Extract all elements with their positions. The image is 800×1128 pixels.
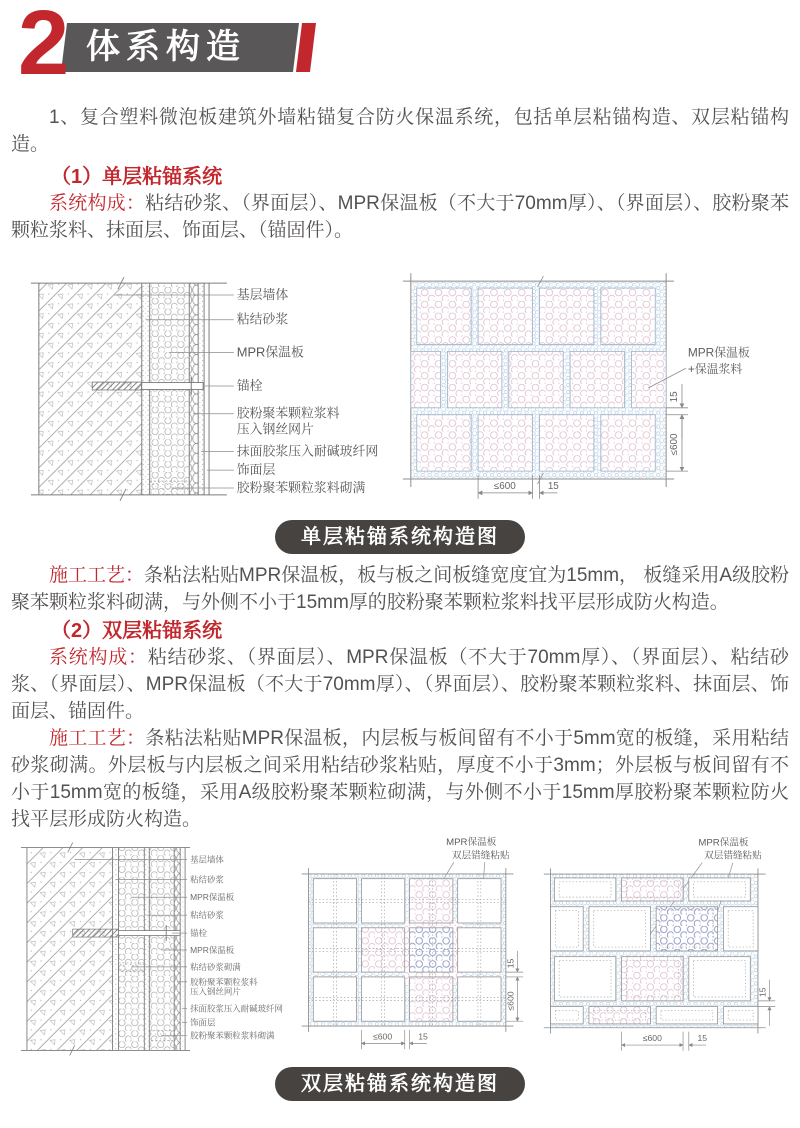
composition-text-2: 粘结砂浆、（界面层）、MPR保温板（不大于70mm厚）、（界面层）、粘结砂浆、（界面层）、MPR保温板（不大于70mm厚）、（界面层）、胶粉聚苯颗粒浆料、抹面层、饰面层、锚固件。	[11, 647, 789, 722]
layer-label: MPR保温板	[236, 344, 304, 360]
dim-600-right: ≤600	[505, 991, 516, 1011]
dim-600-bottom: ≤600	[494, 480, 516, 492]
figure2-caption-row	[11, 1067, 789, 1101]
layer-label: 基层墙体	[190, 854, 224, 865]
intro-paragraph: 1、复合塑料微泡板建筑外墙粘锚复合防火保温系统，包括单层粘锚构造、双层粘锚构造。	[11, 107, 789, 155]
layer-label: 粘结砂浆砌满	[190, 961, 241, 972]
layer-label: 胶粉聚苯颗粒浆料	[190, 976, 258, 987]
panel-label-line2: 双层错缝粘贴	[451, 850, 510, 862]
process-text-2: 条粘法粘贴MPR保温板，内层板与板间留有不小于5mm宽的板缝，采用粘结砂浆砌满。外层板与内层板之间采用粘结砂浆粘贴，厚度不小于3mm；外层板与板间留有不小于15mm宽的板缝，采用A级胶粉聚苯颗粒砌满，与外侧不小于15mm厚胶粉聚苯颗粒防火找平层形成防火构造。	[11, 728, 789, 830]
double-layer-grid-layout	[294, 833, 535, 1065]
layer-label: 抹面胶浆压入耐碱玻纤网	[190, 1003, 283, 1014]
layer-label: 锚栓	[190, 928, 207, 939]
panel-label-line1: MPR保温板	[688, 345, 750, 360]
section-title: 体系构造	[86, 28, 246, 66]
process-paragraph-1	[11, 562, 789, 616]
content-area	[0, 104, 800, 1101]
layer-label: 锚栓	[236, 377, 263, 393]
dim-15-right: 15	[669, 391, 681, 403]
composition-label-2: 系统构成：	[49, 647, 148, 668]
section-banner	[61, 23, 299, 72]
layer-label: 胶粉聚苯颗粒浆料	[236, 405, 340, 421]
panel-field	[301, 868, 516, 1032]
dim-15-bottom: 15	[697, 1033, 708, 1044]
layer-label: 压入钢丝网片	[236, 421, 314, 437]
composition-paragraph-1	[11, 190, 789, 244]
panel-field	[403, 273, 674, 487]
panel-label-line1: MPR保温板	[698, 837, 749, 849]
layer-label: 压入钢丝网片	[190, 986, 241, 997]
layer-label: 抹面胶浆压入耐碱玻纤网	[236, 443, 379, 459]
layer-label: MPR保温板	[190, 944, 235, 955]
section-header	[18, 0, 800, 94]
layer-label: 饰面层	[190, 1017, 216, 1028]
dim-15-bottom: 15	[547, 480, 559, 492]
layer-label: 饰面层	[236, 462, 276, 478]
dim-15-right: 15	[757, 987, 768, 998]
process-label-2: 施工工艺：	[49, 728, 146, 749]
double-layer-section-diagram	[15, 833, 289, 1065]
dim-600-bottom: ≤600	[372, 1031, 392, 1042]
panel-field	[544, 868, 766, 1033]
layer-label: 粘结砂浆	[190, 910, 224, 921]
figure-double-layer	[11, 833, 789, 1065]
layer-label: 基层墙体	[236, 286, 289, 302]
double-layer-brick-layout	[539, 833, 789, 1065]
panel-label-line1: MPR保温板	[445, 837, 496, 849]
layer-label: 粘结砂浆	[236, 311, 289, 327]
dim-600-bottom: ≤600	[643, 1033, 663, 1044]
dim-15-right: 15	[505, 958, 516, 969]
composition-label-1: 系统构成：	[49, 193, 146, 214]
wall-structure	[21, 843, 190, 1056]
single-layer-panel-layout	[393, 264, 789, 514]
layer-label: 胶粉聚苯颗粒浆料砌满	[190, 1030, 275, 1041]
section-number: 2	[18, 0, 70, 94]
process-label-1: 施工工艺：	[49, 565, 145, 586]
dim-15-bottom: 15	[417, 1031, 428, 1042]
layer-labels	[237, 287, 379, 495]
panel-label-line2: 双层错缝粘贴	[704, 850, 763, 862]
composition-paragraph-2	[11, 644, 789, 725]
process-text-1: 条粘法粘贴MPR保温板，板与板之间板缝宽度宜为15mm， 板缝采用A级胶粉聚苯颗粒浆料砌满，与外侧不小于15mm厚的胶粉聚苯颗粒浆料找平层形成防火构造。	[11, 565, 789, 613]
heading-double-layer: （2）双层粘锚系统	[51, 620, 223, 642]
process-paragraph-2	[11, 725, 789, 833]
figure1-caption-row	[11, 520, 789, 554]
panel-label-line2: +保温浆料	[688, 362, 743, 377]
layer-labels	[190, 854, 283, 1040]
layer-label: 粘结砂浆	[190, 874, 224, 885]
single-layer-section-diagram	[23, 264, 389, 514]
dim-600-right: ≤600	[669, 433, 681, 456]
figure1-caption: 单层粘锚系统构造图	[275, 520, 525, 554]
figure2-caption: 双层粘锚系统构造图	[275, 1067, 525, 1101]
heading-single-layer: （1）单层粘锚系统	[51, 166, 223, 188]
layer-label: 胶粉聚苯颗粒浆料砌满	[236, 479, 366, 495]
figure-single-layer	[11, 264, 789, 514]
layer-label: MPR保温板	[190, 892, 235, 903]
composition-text-1: 粘结砂浆、（界面层）、MPR保温板（不大于70mm厚）、（界面层）、胶粉聚苯颗粒浆料、抹面层、饰面层、（锚固件）。	[11, 193, 789, 241]
